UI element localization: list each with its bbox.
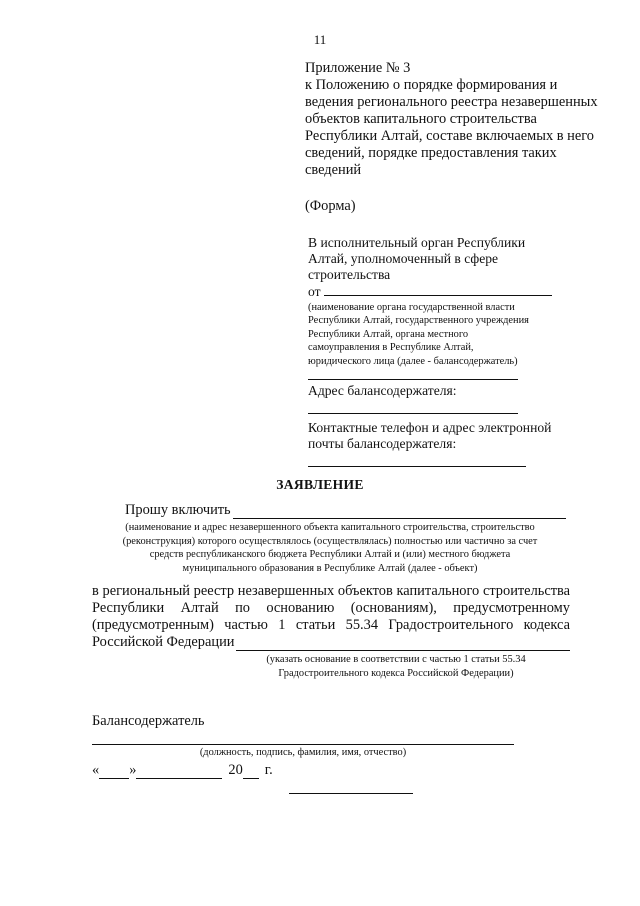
- year-field[interactable]: [243, 766, 259, 779]
- basis-field[interactable]: [92, 634, 570, 651]
- addressee-line: строительства: [308, 267, 391, 282]
- annex-line: ведения регионального реестра незавершенных: [305, 94, 598, 110]
- page-number: 11: [313, 32, 327, 47]
- from-field[interactable]: [308, 283, 598, 300]
- address-label: Адрес балансодержателя:: [308, 383, 457, 399]
- date-open-quote: «: [92, 762, 100, 778]
- signature-underline[interactable]: [92, 744, 514, 745]
- annex-line: Республики Алтай, составе включаемых в него: [305, 128, 594, 144]
- request-note-line: (реконструкция) которого осуществлялось (осуществлялась) полностью или частично за счет: [122, 535, 538, 547]
- contacts-line: почты балансодержателя:: [308, 436, 457, 452]
- body-line: в региональный реестр незавершенных объектов капитального строительства: [92, 583, 570, 599]
- month-field[interactable]: [136, 766, 222, 779]
- body-line: Российской Федерации: [92, 634, 235, 650]
- from-underline: [324, 283, 552, 296]
- request-underline: [233, 506, 566, 519]
- annex-header: [305, 60, 605, 179]
- from-note-line: самоуправления в Республике Алтай,: [308, 342, 474, 354]
- statement-title: ЗАЯВЛЕНИЕ: [276, 477, 364, 492]
- signature-note: (должность, подпись, фамилия, имя, отчество): [199, 747, 407, 758]
- request-block: [92, 502, 568, 575]
- from-extra-underline[interactable]: [308, 379, 518, 380]
- statement-body: [92, 583, 570, 651]
- from-note-line: Республики Алтай, органа местного: [308, 328, 469, 340]
- addressee-line: В исполнительный орган Республики: [308, 235, 526, 250]
- basis-note-line: (указать основание в соответствии с частью 1 статьи 55.34: [266, 654, 526, 665]
- year-prefix: 20: [228, 762, 243, 778]
- annex-line: к Положению о порядке формирования и: [305, 77, 558, 93]
- basis-note: [236, 653, 556, 681]
- request-note-line: средств республиканского бюджета Республики Алтай и (или) местного бюджета: [149, 549, 511, 561]
- from-note-line: (наименование органа государственной власти: [308, 302, 515, 313]
- request-note-line: муниципального образования в Республике Алтай (далее - объект): [182, 562, 478, 574]
- annex-line: объектов капитального строительства: [305, 111, 537, 127]
- from-note-line: Республики Алтай, государственного учреждения: [308, 315, 529, 327]
- day-field[interactable]: [99, 766, 129, 779]
- annex-line: сведений: [305, 162, 362, 178]
- request-field[interactable]: [92, 502, 568, 519]
- address-underline[interactable]: [308, 413, 518, 414]
- holder-label: Балансодержатель: [92, 713, 205, 729]
- basis-note-line: Градостроительного кодекса Российской Федерации): [278, 668, 514, 679]
- year-suffix: г.: [264, 762, 273, 778]
- contacts-underline[interactable]: [308, 466, 526, 467]
- request-note-line: (наименование и адрес незавершенного объекта капитального строительства, строительство: [125, 522, 535, 533]
- closing-rule: [289, 793, 413, 794]
- body-line: (предусмотренным) частью 1 статьи 55.34 Градостроительного кодекса: [92, 617, 570, 633]
- form-label: (Форма): [305, 198, 356, 214]
- annex-line: сведений, порядке предоставления таких: [305, 145, 557, 161]
- from-note-line: юридического лица (далее - балансодержатель): [308, 355, 518, 367]
- body-line: Республики Алтай по основанию (основаниям), предусмотренному: [92, 600, 570, 616]
- date-line: [92, 762, 273, 779]
- basis-underline: [236, 638, 570, 651]
- request-label: Прошу включить: [125, 502, 231, 518]
- annex-line: Приложение № 3: [305, 60, 411, 76]
- date-close-quote: »: [129, 762, 137, 778]
- from-label: от: [308, 284, 321, 299]
- addressee-line: Алтай, уполномоченный в сфере: [308, 251, 499, 266]
- addressee-block: [308, 235, 598, 467]
- contacts-line: Контактные телефон и адрес электронной: [308, 420, 552, 436]
